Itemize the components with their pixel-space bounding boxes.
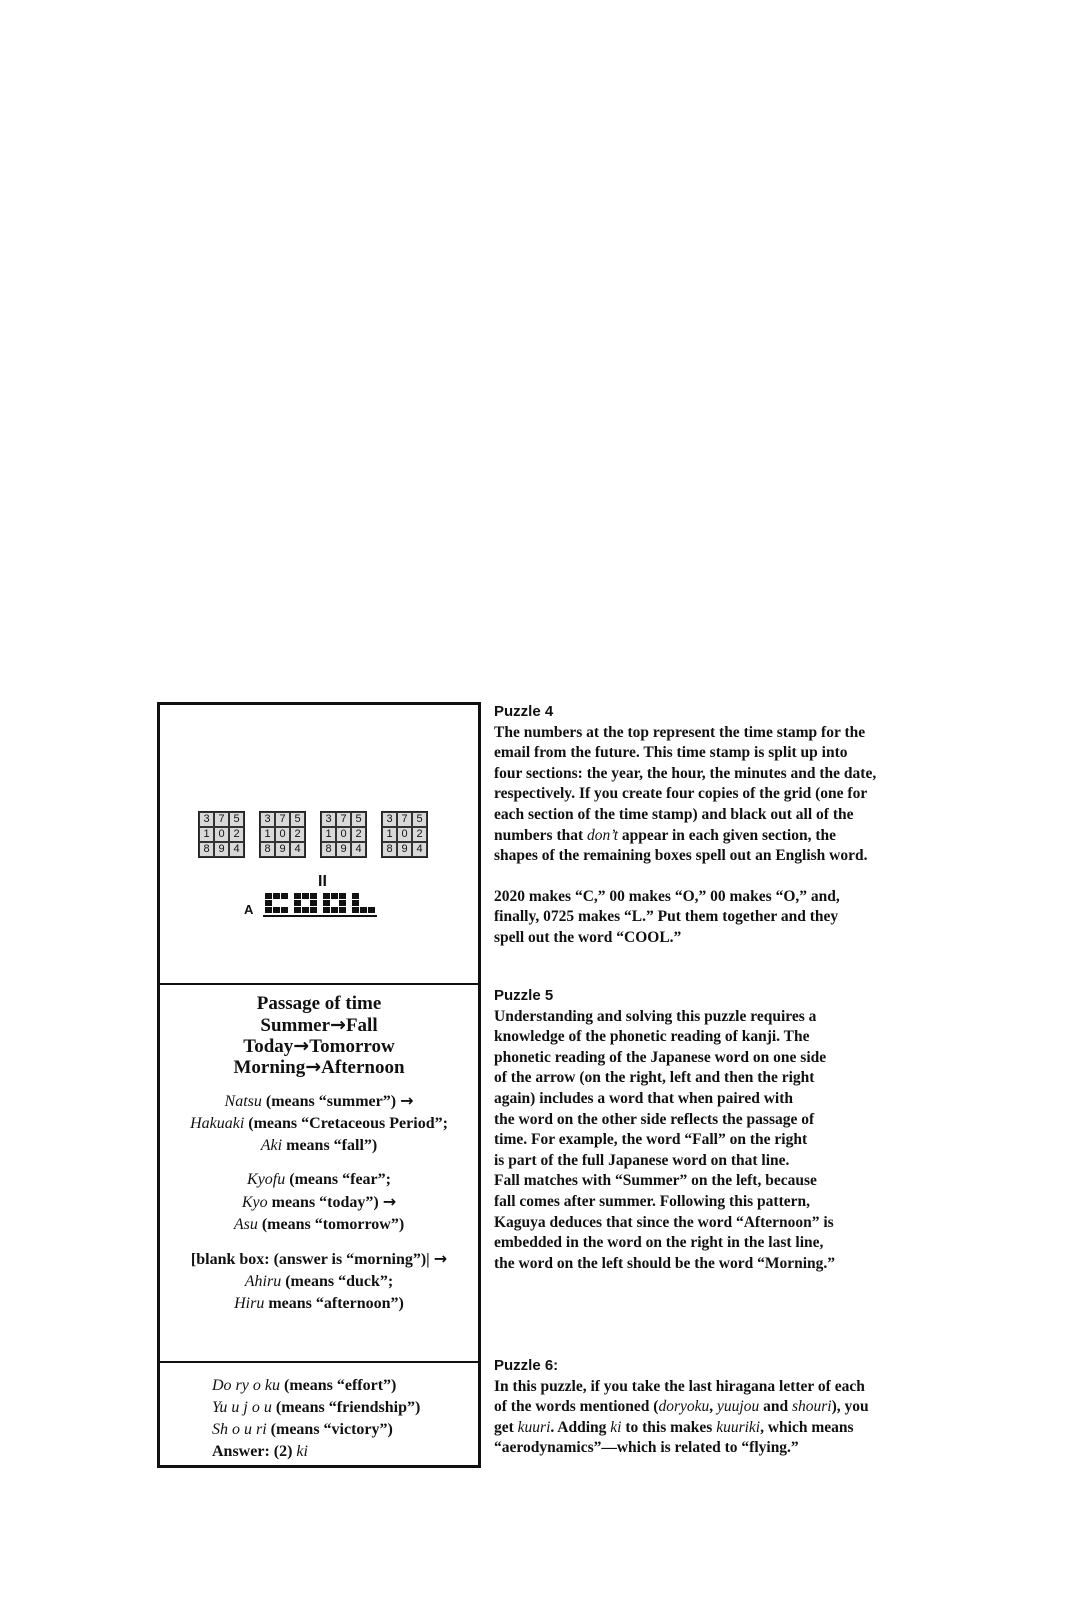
pixel-box [331,900,338,906]
pixel-box [302,893,309,899]
text-line: numbers that don’t appear in each given section, the [494,826,837,844]
number-grid [320,811,367,858]
puzzle4-explanation [494,702,894,949]
answer-row [244,893,377,917]
pixel-box [273,893,280,899]
puzzle4-panel [160,705,478,985]
text-line: fall comes after summer. Following this pattern, [494,1192,810,1210]
pixel-box [352,900,359,906]
pixel-box [310,907,317,913]
pixel-letter-o [294,893,317,913]
pixel-box [360,893,367,899]
aki-line: Aki means “fall”) [260,1137,378,1154]
pixel-box [339,900,346,906]
grid-cell: 2 [290,827,305,842]
grid-cell: 4 [229,842,244,857]
text-line: shapes of the remaining boxes spell out an English word. [494,847,868,865]
pixel-box [323,893,330,899]
pixel-box [310,900,317,906]
grid-cell: 0 [214,827,229,842]
pixel-box [352,893,359,899]
grid-cell: 8 [260,842,275,857]
puzzle5-title: Puzzle 5 [494,987,554,1004]
flow-line: Summer→Fall [260,1014,378,1036]
grid-cell: 1 [199,827,214,842]
text-line: embedded in the word on the right in the last line, [494,1234,824,1252]
pixel-box [273,907,280,913]
text-line: “aerodynamics”—which is related to “flying.” [494,1439,799,1457]
pixel-box [368,893,375,899]
arrow-right-icon: → [433,1249,448,1268]
grid-cell: 3 [260,812,275,827]
grid-cell: 9 [214,842,229,857]
puzzle5-explanation [494,986,894,1274]
pixel-box [368,907,375,913]
arrow-right-icon: → [293,1035,310,1057]
pixel-box [323,900,330,906]
grid-cell: 5 [351,812,366,827]
grid-cell: 7 [275,812,290,827]
number-grid [381,811,428,858]
arrow-right-icon: → [400,1091,414,1110]
pixel-box [339,907,346,913]
grid-cell: 8 [382,842,397,857]
grid-cell: 7 [214,812,229,827]
yuujou-line: Yu u j o u (means “friendship”) [212,1399,421,1416]
text-line: knowledge of the phonetic reading of kanji. The [494,1028,810,1046]
grid-cell: 4 [412,842,427,857]
text-line: the word on the left should be the word “Morning.” [494,1254,836,1272]
grid-cell: 1 [382,827,397,842]
grid-cell: 4 [351,842,366,857]
grid-cell: 9 [275,842,290,857]
text-line: finally, 0725 makes “L.” Put them together and they [494,908,839,926]
pixel-box [339,893,346,899]
pixel-box [281,907,288,913]
doryoku-line: Do ry o ku (means “effort”) [212,1377,397,1394]
text-line: Fall matches with “Summer” on the left, because [494,1172,817,1190]
text-line: of the arrow (on the right, left and then the right [494,1069,815,1087]
text-line: each section of the time stamp) and black out all of the [494,805,854,823]
pixel-box [265,907,272,913]
pixel-letter-o [323,893,346,913]
pixel-box [310,893,317,899]
grid-cell: 3 [199,812,214,827]
pixel-box [265,900,272,906]
passage-title: Passage of time [256,993,382,1014]
pixel-box [331,907,338,913]
answer-label: A [244,902,254,917]
grid-cell: 3 [382,812,397,827]
grid-cell: 3 [321,812,336,827]
text-line: time. For example, the word “Fall” on the right [494,1131,808,1149]
pixel-box [368,900,375,906]
answer-line: Answer: (2) ki [212,1443,308,1460]
pixel-box [265,893,272,899]
kyo-line: Kyo means “today”) → [241,1192,397,1211]
grid-cell: 7 [336,812,351,827]
grid-cell: 2 [412,827,427,842]
puzzle-illustration-box [157,702,481,1468]
grid-cell: 0 [397,827,412,842]
grid-cell: 7 [397,812,412,827]
grid-cell: 5 [229,812,244,827]
pixel-box [294,893,301,899]
text-line: Kaguya deduces that since the word “Afternoon” is [494,1213,834,1231]
text-line: spell out the word “COOL.” [494,928,682,946]
text-line: four sections: the year, the hour, the minutes and the date, [494,764,877,782]
pixel-box [302,900,309,906]
pixel-box [360,907,367,913]
hakuaki-line: Hakuaki (means “Cretaceous Period”; [190,1115,448,1132]
text-line: Understanding and solving this puzzle requires a [494,1007,817,1025]
puzzle6-explanation [494,1356,894,1459]
answer-pixel-word [263,893,377,917]
grid-cell: 1 [321,827,336,842]
grid-cell: 5 [412,812,427,827]
equals-sign: II [318,873,327,890]
grid-cell: 0 [336,827,351,842]
grid-cell: 1 [260,827,275,842]
text-line: phonetic reading of the Japanese word on one side [494,1048,827,1066]
pixel-box [281,893,288,899]
pixel-box [273,900,280,906]
grid-cell: 2 [229,827,244,842]
number-grid [198,811,245,858]
number-grid [259,811,306,858]
flow-line: Today→Tomorrow [243,1035,395,1057]
puzzle6-title: Puzzle 6: [494,1357,559,1374]
text-line: The numbers at the top represent the time stamp for the [494,723,866,741]
ahiru-line: Ahiru (means “duck”; [244,1273,394,1290]
arrow-right-icon: → [382,1192,397,1211]
grid-cell: 8 [321,842,336,857]
text-line: the word on the other side reflects the passage of [494,1110,815,1128]
effort-panel [160,1363,478,1465]
number-grids [198,811,428,858]
text-line: respectively. If you create four copies of the grid (one for [494,785,868,803]
shouri-line: Sh o u ri (means “victory”) [212,1421,393,1438]
grid-cell: 5 [290,812,305,827]
grid-cell: 8 [199,842,214,857]
blank-line: [blank box: (answer is “morning”)| → [190,1249,448,1268]
grid-cell: 9 [336,842,351,857]
text-line: email from the future. This time stamp is split up into [494,744,848,762]
text-line: again) includes a word that when paired with [494,1089,793,1107]
pixel-letter-l [352,893,375,913]
hiru-line: Hiru means “afternoon”) [234,1295,404,1312]
pixel-box [294,907,301,913]
puzzle4-title: Puzzle 4 [494,703,554,720]
flow-line: Morning→Afternoon [233,1056,405,1078]
pixel-letter-c [265,893,288,913]
grid-cell: 4 [290,842,305,857]
natsu-line: Natsu (means “summer”) → [224,1091,414,1110]
pixel-box [281,900,288,906]
pixel-box [352,907,359,913]
pixel-box [302,907,309,913]
passage-of-time-panel [160,985,478,1363]
text-line: In this puzzle, if you take the last hiragana letter of each [494,1377,865,1395]
pixel-box [331,893,338,899]
arrow-right-icon: → [330,1014,346,1036]
grid-cell: 2 [351,827,366,842]
arrow-right-icon: → [305,1056,322,1078]
pixel-box [294,900,301,906]
pixel-box [360,900,367,906]
asu-line: Asu (means “tomorrow”) [233,1216,405,1233]
pixel-box [323,907,330,913]
kyofu-line: Kyofu (means “fear”; [247,1171,391,1188]
grid-cell: 9 [397,842,412,857]
text-line: 2020 makes “C,” 00 makes “O,” 00 makes “O,” and, [494,887,840,905]
grid-cell: 0 [275,827,290,842]
text-line: of the words mentioned (doryoku, yuujou and shouri), you [494,1398,869,1416]
text-line: get kuuri. Adding ki to this makes kuuriki, which means [494,1418,854,1436]
text-line: is part of the full Japanese word on that line. [494,1151,790,1169]
